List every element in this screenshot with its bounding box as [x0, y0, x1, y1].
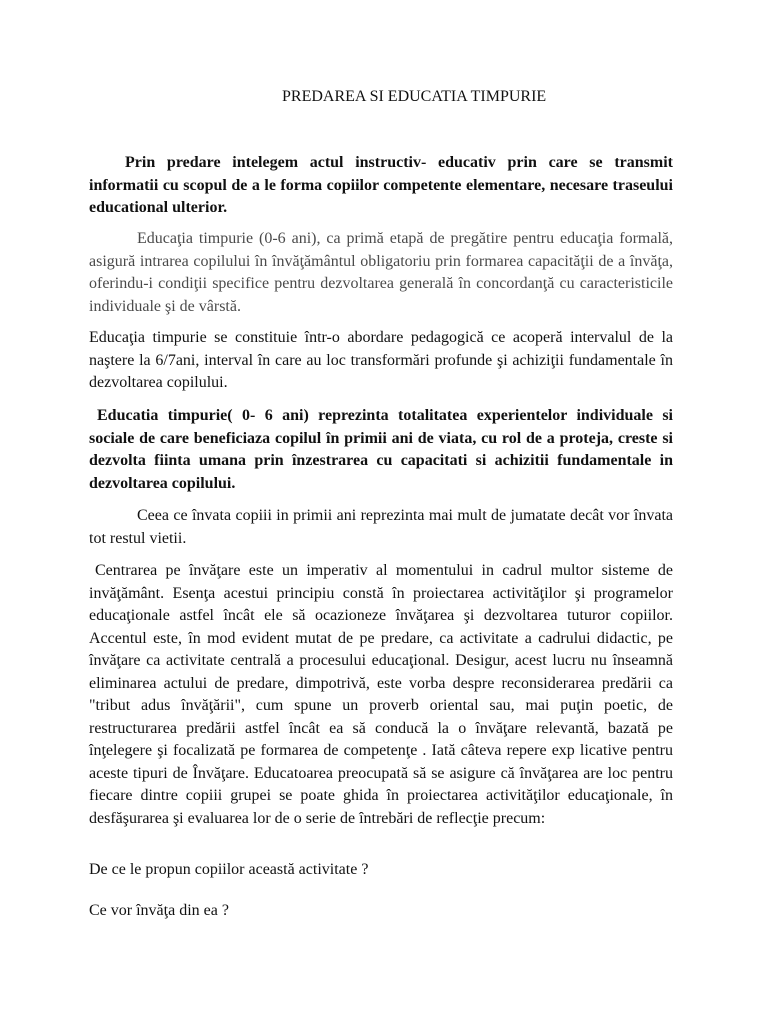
paragraph-abordare-pedagogica: Educaţia timpurie se constituie într-o abordare pedagogică ce acoperă intervalul de la naştere la 6/7ani, interval în care au loc transformări profunde şi achiziţii fundamentale în dezvoltarea copilului. [89, 329, 673, 391]
paragraph-predare: Prin predare intelegem actul instructiv- educativ prin care se transmit informatii cu scopul de a le forma copiilor competente elementare, necesare traseului educational ulterior. [89, 154, 673, 216]
paragraph-educatia-timpurie-bold: Educatia timpurie( 0- 6 ani) reprezinta totalitatea experientelor individuale si sociale de care beneficiaza copilul în primii ani de viata, cu rol de a proteja, creste si dezvolta fiinta umana prin înzestrarea cu capacitati si achizitii fundamentale in dezvoltarea copilului. [89, 407, 673, 492]
question-line: Ce vor învăţa din ea ? [89, 902, 229, 919]
question-line: De ce le propun copiilor această activitate ? [89, 861, 369, 878]
paragraph-centrarea-pe-invatare: Centrarea pe învăţare este un imperativ al momentului in cadrul multor sisteme de invăţământ. Esenţa acestui principiu constă în proiectarea activităţilor şi programelor educaţionale astfel încât ele să ocazioneze învăţarea şi dezvoltarea tuturor copiilor. Accentul este, în mod evident mutat de pe predare, ca activitate a cadrului didactic, pe învăţare ca activitate centrală a procesului educaţional. Desigur, acest lucru nu înseamnă eliminarea actului de predare, dimpotrivă, este vorba despre reconsiderarea predării ca "tribut adus învăţării", cum spune un proverb oriental sau, mai puţin poetic, de restructurarea predării astfel încât ea să conducă la o învăţare relevantă, bazată pe înţelegere şi focalizată pe formarea de competenţe . Iată câteva repere exp licative pentru aceste tipuri de Învăţare. Educatoarea preocupată să se asigure că învăţarea are loc pentru fiecare dintre copiii grupei se poate ghida în proiectarea activităţilor educaţionale, în desfăşurarea şi evaluarea lor de o serie de întrebări de reflecţie precum: [89, 562, 673, 827]
page-title: PREDAREA SI EDUCATIA TIMPURIE [282, 88, 547, 105]
paragraph-educatia-timpurie-gray: Educaţia timpurie (0-6 ani), ca primă etapă de pregătire pentru educaţia formală, asigură intrarea copilului în învăţământul obligatoriu prin formarea capacităţii de a învăţa, oferindu-i condiţii specifice pentru dezvoltarea generală în concordanţă cu caracteristicile individuale şi de vârstă. [89, 230, 673, 315]
paragraph-ceea-ce-invata: Ceea ce învata copiii in primii ani reprezinta mai mult de jumatate decât vor învata tot restul vietii. [89, 507, 673, 547]
